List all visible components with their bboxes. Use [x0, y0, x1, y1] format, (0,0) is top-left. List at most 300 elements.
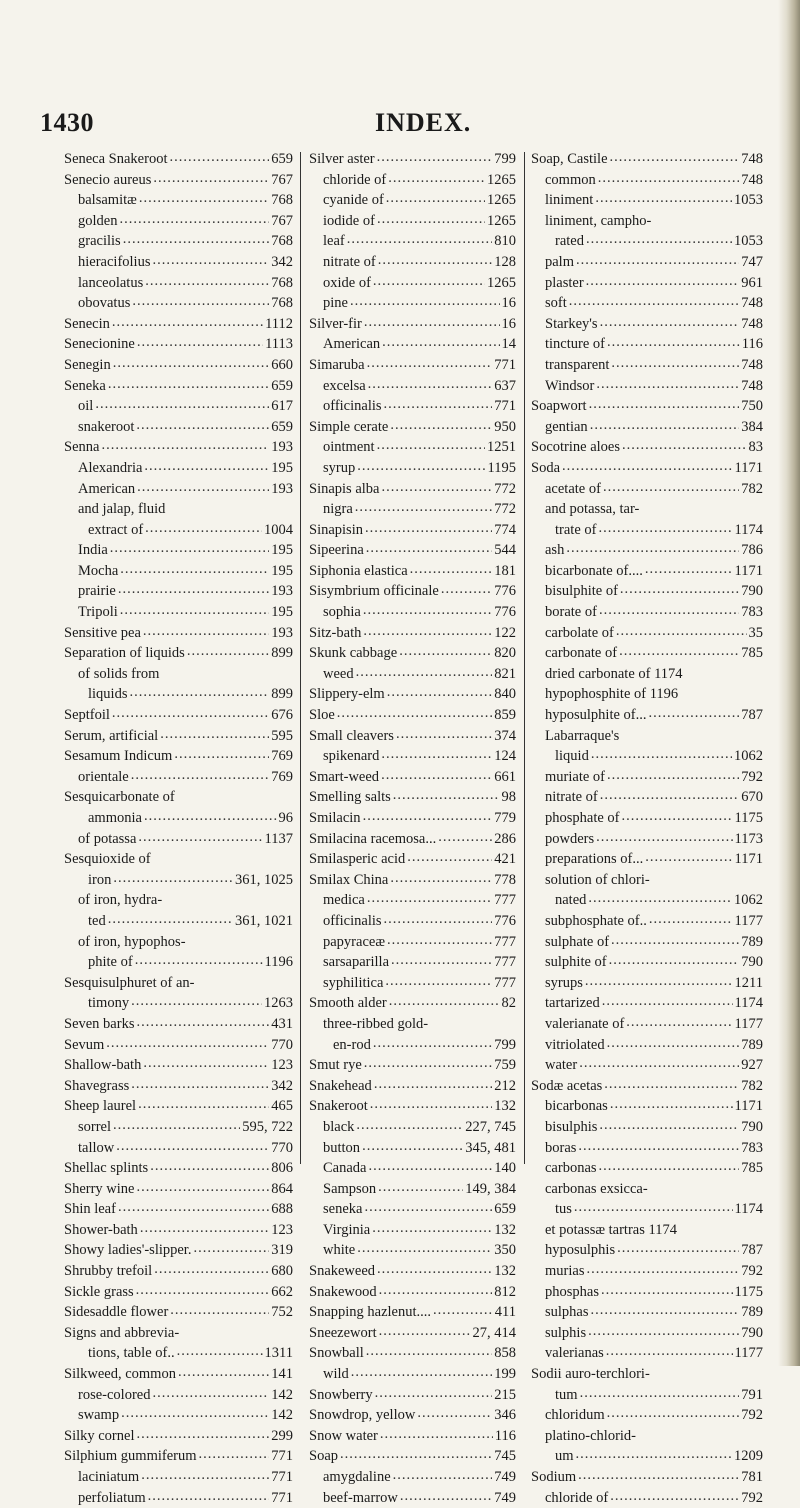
dot-leader: [569, 293, 740, 314]
entry-page-ref: 149, 384: [465, 1180, 516, 1197]
entry-term: Senegin: [64, 356, 111, 373]
entry-term: Sesamum Indicum: [64, 748, 173, 765]
dot-leader: [351, 1364, 492, 1385]
entry-page-ref: 1175: [734, 810, 763, 826]
entry-page-ref: 431: [271, 1015, 293, 1032]
entry-term: lanceolatus: [78, 274, 144, 291]
entry-page-ref: 1195: [487, 459, 516, 476]
index-entry: [309, 1055, 516, 1076]
entry-page-ref: 374: [494, 727, 516, 744]
dot-leader: [384, 396, 493, 417]
dot-leader: [381, 746, 492, 767]
dot-leader: [140, 1220, 269, 1241]
entry-page-ref: 771: [271, 1489, 293, 1506]
entry-term: murias: [545, 1263, 585, 1280]
entry-term: tum: [555, 1386, 578, 1403]
entry-term: button: [323, 1139, 361, 1156]
index-entry: [309, 1014, 516, 1035]
dot-leader: [364, 314, 500, 335]
entry-term: ash: [545, 542, 565, 559]
dot-leader: [141, 1467, 269, 1488]
entry-term: solution of chlori-: [545, 871, 650, 888]
dot-leader: [649, 911, 733, 932]
entry-term: platino-chlorid-: [545, 1427, 637, 1444]
dot-leader: [378, 252, 493, 273]
dot-leader: [373, 1035, 492, 1056]
entry-term: sulphate of: [545, 933, 610, 950]
index-entry: [531, 520, 763, 541]
entry-term: Smilax China: [309, 871, 389, 888]
index-entry: [64, 1385, 293, 1406]
dot-leader: [131, 993, 262, 1014]
entry-page-ref: 789: [741, 1304, 763, 1321]
dot-leader: [120, 602, 269, 623]
entry-page-ref: 1053: [734, 192, 763, 209]
index-entry: [531, 1364, 763, 1385]
index-entry: [64, 787, 293, 808]
dot-leader: [562, 458, 733, 479]
dot-leader: [599, 1117, 739, 1138]
dot-leader: [377, 437, 485, 458]
entry-page-ref: 769: [271, 768, 293, 785]
index-entry: [531, 1261, 763, 1282]
index-entry: [531, 231, 763, 252]
dot-leader: [363, 602, 492, 623]
entry-page-ref: 116: [494, 1427, 516, 1444]
entry-term: liniment: [545, 192, 594, 209]
entry-page-ref: 1174: [734, 995, 763, 1012]
entry-term: Silver aster: [309, 151, 375, 167]
entry-term: Soapwort: [531, 398, 587, 415]
entry-page-ref: 787: [741, 707, 763, 724]
index-entry: [64, 952, 293, 973]
index-entry: [309, 1096, 516, 1117]
entry-page-ref: 595: [271, 727, 293, 744]
dot-leader: [417, 1405, 492, 1426]
index-entry: [531, 1446, 763, 1467]
entry-term: of solids from: [78, 665, 160, 682]
index-entry: [64, 231, 293, 252]
index-entry: [64, 1014, 293, 1035]
index-entry: [531, 664, 763, 685]
index-entry: [531, 437, 763, 458]
dot-leader: [386, 190, 485, 211]
entry-term: of potassa: [78, 830, 137, 847]
index-entry: [531, 1117, 763, 1138]
entry-term: extract of: [88, 521, 144, 538]
dot-leader: [586, 231, 732, 252]
dot-leader: [441, 581, 492, 602]
index-entry: [64, 993, 293, 1014]
entry-term: borate of: [545, 604, 597, 621]
entry-page-ref: 748: [741, 171, 763, 188]
dot-leader: [106, 1035, 269, 1056]
index-entry: [64, 149, 293, 170]
entry-term: dried carbonate of 1174: [545, 665, 683, 682]
entry-page-ref: 1004: [264, 521, 293, 538]
entry-term: Signs and abbrevia-: [64, 1324, 180, 1341]
entry-term: Smooth alder: [309, 995, 387, 1012]
index-entry: [531, 190, 763, 211]
index-entry: [64, 1446, 293, 1467]
dot-leader: [112, 314, 263, 335]
entry-page-ref: 299: [271, 1427, 293, 1444]
index-entry: [309, 417, 516, 438]
dot-leader: [129, 684, 269, 705]
entry-term: Sinapis alba: [309, 480, 380, 497]
entry-term: Virginia: [323, 1221, 371, 1238]
index-entry: [64, 293, 293, 314]
index-entry: [531, 1014, 763, 1035]
entry-page-ref: 342: [271, 253, 293, 270]
entry-term: India: [78, 542, 108, 559]
entry-term: Septfoil: [64, 707, 110, 724]
dot-leader: [356, 664, 493, 685]
index-entry: [309, 1426, 516, 1447]
index-entry: [309, 334, 516, 355]
index-entry: [531, 479, 763, 500]
entry-page-ref: 1177: [734, 912, 763, 929]
index-entry: [64, 1343, 293, 1364]
entry-page-ref: 789: [741, 933, 763, 950]
dot-leader: [160, 726, 269, 747]
dot-leader: [118, 1199, 269, 1220]
entry-page-ref: 791: [741, 1386, 763, 1403]
index-entry: [309, 1199, 516, 1220]
entry-term: Senecio aureus: [64, 171, 152, 188]
entry-term: ointment: [323, 439, 375, 456]
index-entry: [309, 1364, 516, 1385]
dot-leader: [113, 1117, 240, 1138]
entry-term: Smilasperic acid: [309, 851, 406, 868]
entry-page-ref: 1175: [734, 1283, 763, 1300]
entry-term: nitrate of: [323, 253, 376, 270]
index-entry: [64, 1261, 293, 1282]
entry-page-ref: 421: [494, 851, 516, 868]
index-entry: [64, 190, 293, 211]
index-entry: [309, 952, 516, 973]
dot-leader: [607, 334, 740, 355]
index-entry: [309, 767, 516, 788]
index-entry: [531, 499, 763, 520]
entry-page-ref: 748: [741, 315, 763, 332]
dot-leader: [367, 890, 492, 911]
dot-leader: [604, 1076, 739, 1097]
entry-page-ref: 227, 745: [465, 1118, 516, 1135]
dot-leader: [377, 149, 493, 170]
entry-term: preparations of...: [545, 851, 644, 868]
entry-page-ref: 195: [271, 542, 293, 559]
index-entry: [309, 911, 516, 932]
entry-page-ref: 361, 1021: [235, 912, 293, 929]
index-entry: [309, 376, 516, 397]
entry-page-ref: 759: [494, 1057, 516, 1074]
dot-leader: [591, 1302, 740, 1323]
entry-term: perfoliatum: [78, 1489, 146, 1506]
entry-page-ref: 1137: [264, 830, 293, 847]
entry-term: Sloe: [309, 707, 335, 724]
dot-leader: [145, 273, 269, 294]
index-entry: [531, 417, 763, 438]
entry-page-ref: 181: [494, 562, 516, 579]
dot-leader: [607, 767, 739, 788]
entry-term: syrup: [323, 459, 356, 476]
entry-term: medica: [323, 892, 365, 909]
dot-leader: [150, 1158, 269, 1179]
dot-leader: [139, 190, 269, 211]
index-entry: [531, 1035, 763, 1056]
dot-leader: [137, 479, 269, 500]
entry-term: muriate of: [545, 768, 605, 785]
index-entry: [531, 849, 763, 870]
dot-leader: [620, 581, 739, 602]
entry-term: Senecin: [64, 315, 110, 332]
index-entry: [309, 252, 516, 273]
entry-page-ref: 799: [494, 1036, 516, 1053]
entry-term: nated: [555, 892, 587, 909]
entry-page-ref: 123: [271, 1221, 293, 1238]
index-entry: [531, 932, 763, 953]
entry-term: Smilacin: [309, 810, 361, 826]
entry-term: gentian: [545, 418, 588, 435]
index-entry: [309, 1405, 516, 1426]
index-entry: [531, 973, 763, 994]
entry-term: liniment, campho-: [545, 212, 652, 229]
index-entry: [64, 849, 293, 870]
entry-term: Snakewood: [309, 1283, 377, 1300]
entry-page-ref: 1265: [487, 171, 516, 188]
entry-term: Alexandria: [78, 459, 143, 476]
index-entry: [64, 458, 293, 479]
index-entry: [309, 149, 516, 170]
index-entry: [531, 643, 763, 664]
dot-leader: [95, 396, 269, 417]
entry-term: valerianate of: [545, 1015, 625, 1032]
dot-leader: [136, 1282, 270, 1303]
entry-page-ref: 840: [494, 686, 516, 703]
entry-term: palm: [545, 253, 574, 270]
entry-page-ref: 748: [741, 151, 763, 167]
entry-page-ref: 777: [494, 974, 516, 991]
dot-leader: [363, 623, 492, 644]
entry-term: acetate of: [545, 480, 601, 497]
entry-page-ref: 783: [741, 1139, 763, 1156]
entry-term: Sevum: [64, 1036, 105, 1053]
index-entry: [531, 1385, 763, 1406]
entry-page-ref: 777: [494, 933, 516, 950]
dot-leader: [373, 273, 485, 294]
entry-term: snakeroot: [78, 418, 135, 435]
entry-page-ref: 659: [271, 151, 293, 167]
index-entry: [531, 458, 763, 479]
entry-term: en-rod: [333, 1036, 371, 1053]
dot-leader: [393, 787, 500, 808]
entry-term: sarsaparilla: [323, 954, 390, 971]
entry-page-ref: 384: [741, 418, 763, 435]
entry-page-ref: 771: [494, 398, 516, 415]
entry-page-ref: 786: [741, 542, 763, 559]
entry-page-ref: 83: [748, 439, 763, 456]
dot-leader: [347, 231, 493, 252]
index-entry: [64, 602, 293, 623]
dot-leader: [649, 705, 740, 726]
index-entry: [64, 520, 293, 541]
index-entry: [531, 787, 763, 808]
entry-page-ref: 785: [741, 645, 763, 662]
dot-leader: [399, 643, 492, 664]
dot-leader: [362, 1138, 463, 1159]
index-entry: [531, 1055, 763, 1076]
entry-term: liquid: [555, 748, 589, 765]
index-entry: [531, 1302, 763, 1323]
entry-term: Simaruba: [309, 356, 365, 373]
dot-leader: [586, 273, 740, 294]
dot-leader: [611, 932, 739, 953]
dot-leader: [410, 561, 493, 582]
dot-leader: [607, 1035, 740, 1056]
dot-leader: [390, 417, 492, 438]
dot-leader: [566, 540, 739, 561]
entry-term: Snakehead: [309, 1077, 372, 1094]
entry-page-ref: 595, 722: [242, 1118, 293, 1135]
entry-page-ref: 792: [741, 1489, 763, 1506]
index-entry: [309, 849, 516, 870]
dot-leader: [599, 1158, 740, 1179]
dot-leader: [580, 1385, 740, 1406]
entry-term: Sitz-bath: [309, 624, 362, 641]
entry-page-ref: 132: [494, 1098, 516, 1115]
entry-term: Sidesaddle flower: [64, 1304, 169, 1321]
entry-term: tallow: [78, 1139, 115, 1156]
dot-leader: [380, 1426, 493, 1447]
entry-term: liquids: [88, 686, 128, 703]
entry-page-ref: 768: [271, 192, 293, 209]
dot-leader: [622, 808, 733, 829]
index-entry: [531, 726, 763, 747]
page-header: [40, 108, 760, 138]
dot-leader: [120, 561, 269, 582]
entry-term: rose-colored: [78, 1386, 151, 1403]
dot-leader: [390, 870, 492, 891]
entry-page-ref: 782: [741, 1077, 763, 1094]
entry-page-ref: 792: [741, 1407, 763, 1424]
entry-page-ref: 195: [271, 459, 293, 476]
entry-page-ref: 1173: [734, 830, 763, 847]
index-entry: [64, 890, 293, 911]
entry-term: Shrubby trefoil: [64, 1263, 153, 1280]
dot-leader: [601, 1282, 733, 1303]
entry-term: orientale: [78, 768, 129, 785]
entry-term: prairie: [78, 583, 116, 600]
index-entry: [531, 1096, 763, 1117]
running-title: INDEX.: [375, 108, 472, 137]
entry-page-ref: 132: [494, 1263, 516, 1280]
entry-page-ref: 770: [271, 1139, 293, 1156]
entry-page-ref: 750: [741, 398, 763, 415]
entry-term: Sesquioxide of: [64, 851, 151, 868]
index-entry: [64, 1096, 293, 1117]
entry-page-ref: 96: [278, 810, 293, 826]
index-entry: [309, 479, 516, 500]
dot-leader: [384, 911, 493, 932]
index-entry: [64, 1055, 293, 1076]
dot-leader: [199, 1446, 270, 1467]
entry-page-ref: 680: [271, 1263, 293, 1280]
entry-term: Sneezewort: [309, 1324, 377, 1341]
index-entry: [309, 664, 516, 685]
index-entry: [64, 664, 293, 685]
index-entry: [64, 334, 293, 355]
dot-leader: [610, 1096, 733, 1117]
index-entry: [309, 1343, 516, 1364]
dot-leader: [364, 1055, 492, 1076]
entry-page-ref: 128: [494, 253, 516, 270]
dot-leader: [379, 1323, 471, 1344]
entry-term: Sensitive pea: [64, 624, 141, 641]
dot-leader: [606, 1343, 733, 1364]
index-entry: [64, 1158, 293, 1179]
entry-term: officinalis: [323, 912, 382, 929]
entry-page-ref: 772: [494, 501, 516, 518]
index-entry: [309, 1240, 516, 1261]
entry-page-ref: 810: [494, 233, 516, 250]
dot-leader: [135, 952, 263, 973]
dot-leader: [113, 870, 233, 891]
index-entry: [531, 911, 763, 932]
index-entry: [531, 293, 763, 314]
index-entry: [309, 1385, 516, 1406]
dot-leader: [626, 1014, 732, 1035]
dot-leader: [588, 1323, 739, 1344]
dot-leader: [578, 1138, 739, 1159]
entry-term: Windsor: [545, 377, 595, 394]
index-entry: [309, 1138, 516, 1159]
entry-page-ref: 899: [271, 645, 293, 662]
dot-leader: [574, 1199, 733, 1220]
index-entry: [309, 808, 516, 829]
index-entry: [309, 1261, 516, 1282]
index-entry: [64, 746, 293, 767]
index-entry: [309, 170, 516, 191]
entry-term: Mocha: [78, 562, 119, 579]
dot-leader: [576, 1446, 732, 1467]
index-entry: [309, 1220, 516, 1241]
dot-leader: [379, 1282, 493, 1303]
dot-leader: [387, 932, 492, 953]
entry-term: three-ribbed gold-: [323, 1015, 429, 1032]
entry-term: Sesquisulphuret of an-: [64, 974, 195, 991]
entry-page-ref: 748: [741, 295, 763, 312]
dot-leader: [144, 808, 277, 829]
entry-page-ref: 748: [741, 356, 763, 373]
entry-term: chloride of: [323, 171, 387, 188]
dot-leader: [389, 993, 500, 1014]
entry-page-ref: 637: [494, 377, 516, 394]
entry-page-ref: 286: [494, 830, 516, 847]
index-entry: [309, 1117, 516, 1138]
dot-leader: [591, 746, 732, 767]
entry-term: Snowdrop, yellow: [309, 1407, 416, 1424]
index-entry: [64, 314, 293, 335]
index-entry: [531, 952, 763, 973]
entry-page-ref: 1171: [734, 851, 763, 868]
index-entry: [531, 273, 763, 294]
entry-term: carbonas: [545, 1160, 597, 1177]
index-entry: [531, 170, 763, 191]
entry-page-ref: 27, 414: [472, 1324, 516, 1341]
entry-page-ref: 1171: [734, 1098, 763, 1115]
dot-leader: [374, 1076, 492, 1097]
